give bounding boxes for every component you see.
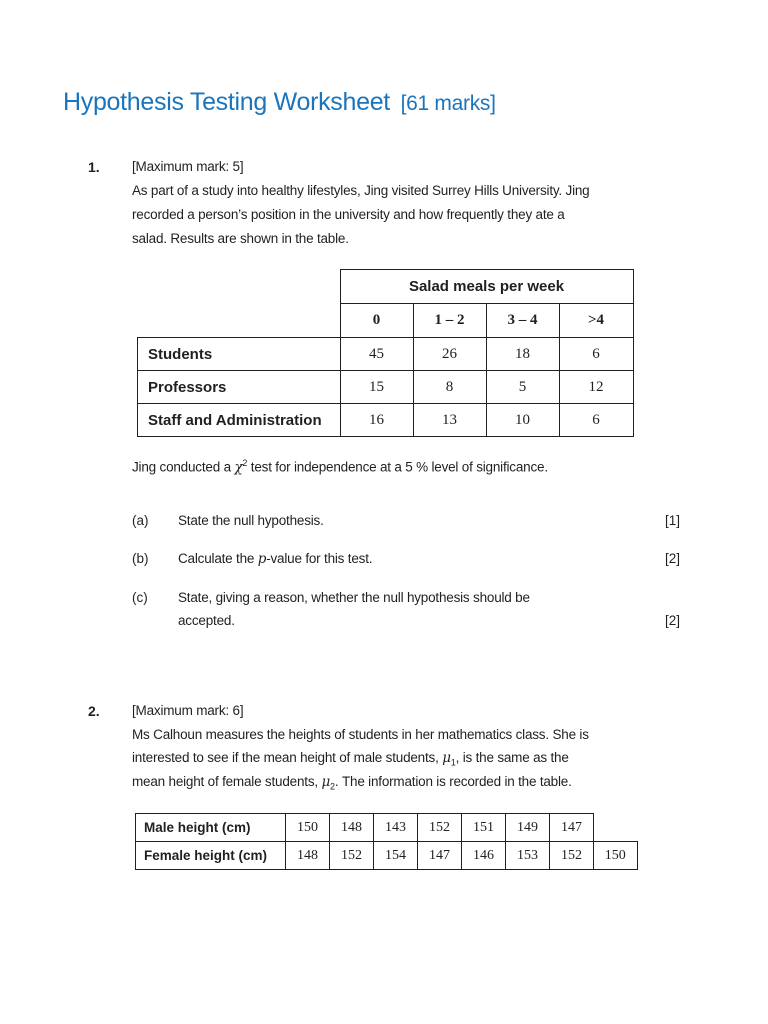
line-text: , is the same as the	[455, 750, 569, 765]
table-cell: 151	[462, 814, 506, 842]
table-cell: 16	[340, 404, 413, 437]
part-c-text: State, giving a reason, whether the null hypothesis should be	[178, 590, 530, 605]
table-cell: 12	[559, 371, 633, 404]
question-1-max-mark: [Maximum mark: 5]	[132, 159, 244, 174]
question-2-max-mark: [Maximum mark: 6]	[132, 703, 244, 718]
table-cell: 147	[418, 842, 462, 870]
salad-meals-table	[137, 269, 634, 437]
table-cell: 152	[550, 842, 594, 870]
table-cell: 6	[559, 404, 633, 437]
mu2-symbol: μ	[321, 774, 331, 790]
table-cell: 6	[559, 338, 633, 371]
question-1-intro-line-1: As part of a study into healthy lifestyles, Jing visited Surrey Hills University. Jing	[132, 183, 590, 198]
table-cell: 143	[374, 814, 418, 842]
question-1-intro-line-3: salad. Results are shown in the table.	[132, 231, 349, 246]
table-cell: 149	[506, 814, 550, 842]
title-text: Hypothesis Testing Worksheet	[63, 88, 390, 116]
table-cell: 153	[506, 842, 550, 870]
row-label: Staff and Administration	[138, 404, 341, 437]
column-header: 0	[340, 304, 413, 338]
question-1-number: 1.	[88, 159, 100, 175]
question-2-number: 2.	[88, 703, 100, 719]
part-a-text: State the null hypothesis.	[178, 513, 324, 528]
table-row	[138, 371, 634, 404]
table-cell: 150	[286, 814, 330, 842]
table-cell: 152	[330, 842, 374, 870]
column-header: 3 – 4	[486, 304, 559, 338]
row-label: Female height (cm)	[136, 842, 286, 870]
table-row	[138, 404, 634, 437]
table-cell: 154	[374, 842, 418, 870]
line-text: . The information is recorded in the table.	[334, 774, 572, 789]
table-row	[136, 814, 638, 842]
row-label: Professors	[138, 371, 341, 404]
table-cell: 5	[486, 371, 559, 404]
table-row	[138, 338, 634, 371]
part-b-mark: [2]	[664, 551, 680, 566]
question-1-intro-line-2: recorded a person’s position in the university and how frequently they ate a	[132, 207, 565, 222]
table-cell: 18	[486, 338, 559, 371]
table-cell: 148	[286, 842, 330, 870]
statement-text: Jing conducted a	[132, 459, 235, 475]
table-cell: 8	[413, 371, 486, 404]
mu1-subscript: 1	[450, 757, 456, 768]
table-cell: 15	[340, 371, 413, 404]
chi-exponent: 2	[242, 458, 248, 468]
row-label: Students	[138, 338, 341, 371]
part-b-text-pre: Calculate the	[178, 551, 258, 566]
column-header: 1 – 2	[413, 304, 486, 338]
part-a-mark: [1]	[664, 513, 680, 528]
statement-text: test for independence at a 5 % level of significance.	[247, 459, 548, 475]
worksheet-title	[63, 88, 496, 117]
total-marks: [61 marks]	[400, 92, 496, 115]
question-2-line-3	[132, 774, 572, 792]
line-text: mean height of female students,	[132, 774, 322, 789]
part-c-text-line-2: accepted.	[178, 613, 235, 628]
table-header: Salad meals per week	[340, 270, 633, 304]
table-cell: 26	[413, 338, 486, 371]
table-cell: 148	[330, 814, 374, 842]
heights-table	[135, 813, 638, 870]
table-row	[136, 842, 638, 870]
table-cell: 45	[340, 338, 413, 371]
table-cell: 10	[486, 404, 559, 437]
table-cell: 150	[594, 842, 638, 870]
chi-squared-statement	[132, 458, 548, 476]
chi-symbol: χ	[234, 459, 243, 476]
question-2-line-2	[132, 750, 569, 768]
p-symbol: p	[257, 551, 267, 567]
mu1-symbol: μ	[442, 750, 451, 766]
part-c-label: (c)	[132, 590, 148, 605]
mu2-subscript: 2	[330, 781, 335, 792]
row-label: Male height (cm)	[136, 814, 286, 842]
part-b-text-post: -value for this test.	[266, 551, 373, 566]
table-cell: 13	[413, 404, 486, 437]
part-c-mark: [2]	[664, 613, 680, 628]
question-2-line-1: Ms Calhoun measures the heights of students in her mathematics class. She is	[132, 727, 589, 742]
part-b-text	[178, 551, 372, 567]
part-a-label: (a)	[132, 513, 149, 528]
table-cell: 146	[462, 842, 506, 870]
table-cell: 152	[418, 814, 462, 842]
line-text: interested to see if the mean height of male students,	[132, 750, 443, 765]
column-header: >4	[559, 304, 633, 338]
table-cell: 147	[550, 814, 594, 842]
part-b-label: (b)	[132, 551, 149, 566]
